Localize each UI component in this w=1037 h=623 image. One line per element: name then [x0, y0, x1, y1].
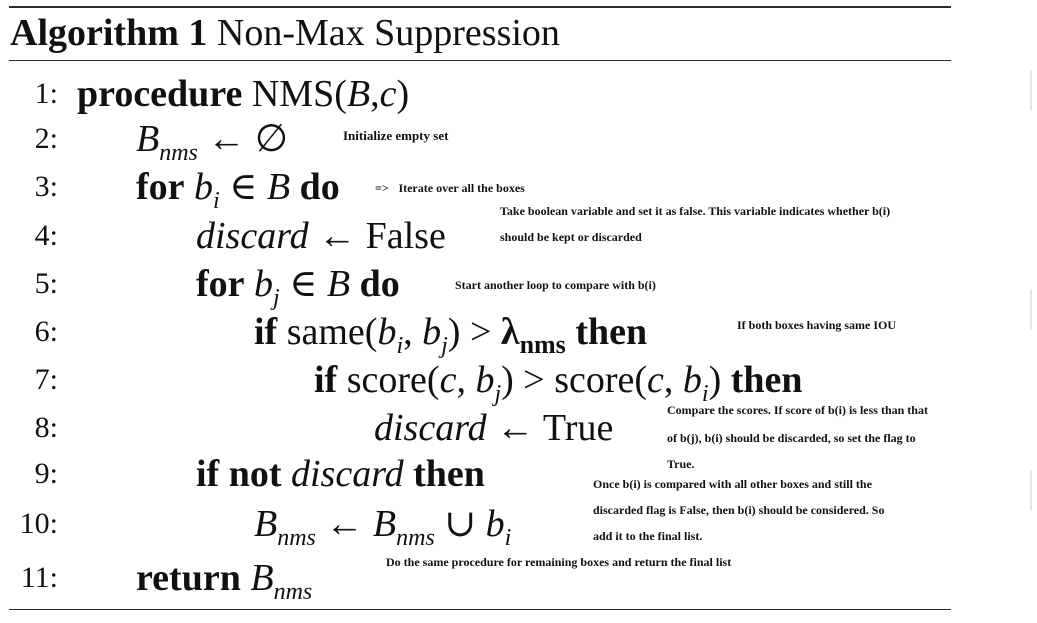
assign-arrow: ← [486, 407, 543, 449]
comma: , [456, 359, 476, 401]
keyword-for: for [196, 263, 245, 305]
keyword-procedure: procedure [77, 73, 243, 115]
keyword-then: then [575, 311, 648, 353]
comment-same-iou: If both boxes having same IOU [737, 318, 897, 332]
subscript-i: i [504, 525, 512, 551]
header-rule [9, 60, 951, 61]
line-number: 2: [34, 122, 58, 155]
function-score: score( [554, 359, 648, 401]
keyword-if: if [314, 359, 338, 401]
comment-iterate-text: Iterate over all the boxes [398, 181, 525, 195]
line-code [77, 72, 409, 116]
value-true: True [542, 407, 614, 449]
line-code [196, 214, 446, 258]
var-discard: discard [291, 453, 404, 495]
algorithm-number: Algorithm 1 [10, 12, 208, 54]
assign-arrow: ← [308, 215, 366, 257]
comment-once-line-2: discarded flag is False, then b(i) should be considered. So [593, 503, 885, 517]
var-b: b [254, 263, 274, 305]
greater-than-symbol: > [513, 359, 555, 401]
line-number: 5: [34, 267, 58, 300]
var-B: B [372, 503, 397, 545]
keyword-then: then [413, 453, 485, 495]
value-false: False [365, 215, 446, 257]
close-paren: ) [708, 359, 722, 401]
arrow-icon: => [375, 181, 389, 195]
line-number: 7: [34, 363, 58, 396]
procedure-name: NMS( [251, 73, 347, 115]
var-b: b [682, 359, 702, 401]
close-paren: ) [396, 73, 410, 115]
var-c: c [439, 359, 457, 401]
var-b: b [475, 359, 495, 401]
keyword-do: do [359, 263, 400, 305]
var-B: B [346, 73, 371, 115]
keyword-do: do [299, 166, 340, 208]
line-number: 11: [20, 561, 58, 594]
line-number: 6: [34, 315, 58, 348]
emptyset-symbol: ∅ [254, 118, 288, 160]
element-of-symbol: ∈ [279, 263, 327, 305]
var-b: b [422, 311, 442, 353]
page-edge-mark [1030, 70, 1032, 110]
var-B: B [266, 166, 291, 208]
keyword-if-not: if not [196, 453, 282, 495]
var-B: B [250, 557, 274, 599]
subscript-j: j [441, 333, 448, 359]
keyword-for: for [136, 166, 185, 208]
subscript-nms: nms [519, 330, 566, 359]
subscript-nms: nms [273, 579, 313, 605]
var-discard: discard [196, 215, 309, 257]
line-number: 9: [34, 457, 58, 490]
top-rule [9, 6, 951, 8]
var-c: c [379, 73, 397, 115]
comment-boolean-line-1: Take boolean variable and set it as false. This variable indicates whether b(i) [500, 204, 891, 218]
var-b: b [485, 503, 505, 545]
subscript-nms: nms [396, 525, 435, 551]
keyword-then: then [730, 359, 803, 401]
keyword-if: if [254, 311, 278, 353]
comment-once-line-1: Once b(i) is compared with all other boxes and still the [593, 477, 872, 491]
var-B: B [136, 118, 160, 160]
line-number: 1: [34, 77, 58, 110]
comment-boolean-line-2: should be kept or discarded [500, 230, 642, 244]
subscript-nms: nms [277, 525, 316, 551]
comment-inner-loop: Start another loop to compare with b(i) [455, 278, 656, 292]
var-b: b [377, 311, 397, 353]
lambda-symbol: λ [500, 311, 520, 353]
assign-arrow: ← [197, 118, 255, 160]
keyword-return: return [136, 557, 241, 599]
line-code [196, 452, 485, 496]
line-code [374, 406, 613, 450]
algorithm-title [10, 10, 560, 56]
comment-compare-line-2: of b(j), b(i) should be discarded, so set the flag to [667, 431, 916, 445]
comma: , [663, 359, 683, 401]
algorithm-name: Non-Max Suppression [207, 12, 560, 54]
close-paren: ) [501, 359, 514, 401]
var-discard: discard [374, 407, 487, 449]
var-b: b [194, 166, 214, 208]
comment-initialize: Initialize empty set [343, 128, 449, 143]
page-edge-mark [1030, 470, 1032, 510]
union-symbol: ∪ [434, 503, 486, 545]
line-number: 3: [34, 170, 58, 203]
subscript-j: j [273, 285, 280, 311]
close-paren: ) [447, 311, 461, 353]
element-of-symbol: ∈ [219, 166, 267, 208]
bottom-rule [9, 609, 951, 610]
var-c: c [647, 359, 664, 401]
var-B: B [326, 263, 351, 305]
assign-arrow: ← [315, 503, 373, 545]
line-number: 4: [34, 219, 58, 252]
line-code [136, 556, 312, 614]
var-B: B [254, 503, 278, 545]
function-same: same( [286, 311, 378, 353]
comma: , [370, 73, 380, 115]
line-number: 8: [34, 411, 58, 444]
subscript-i: i [213, 188, 220, 214]
comment-compare-line-1: Compare the scores. If score of b(i) is less than that [667, 403, 928, 417]
subscript-i: i [396, 333, 404, 359]
comment-compare-line-3: True. [667, 457, 695, 471]
subscript-j: j [494, 381, 502, 407]
subscript-i: i [701, 381, 709, 407]
comment-return: Do the same procedure for remaining boxes and return the final list [386, 555, 732, 569]
page-edge-mark [1030, 290, 1032, 330]
comma: , [403, 311, 423, 353]
function-score: score( [346, 359, 440, 401]
subscript-nms: nms [159, 140, 198, 166]
comment-once-line-3: add it to the final list. [593, 529, 703, 543]
greater-than-symbol: > [460, 311, 501, 353]
line-number: 10: [19, 507, 58, 540]
